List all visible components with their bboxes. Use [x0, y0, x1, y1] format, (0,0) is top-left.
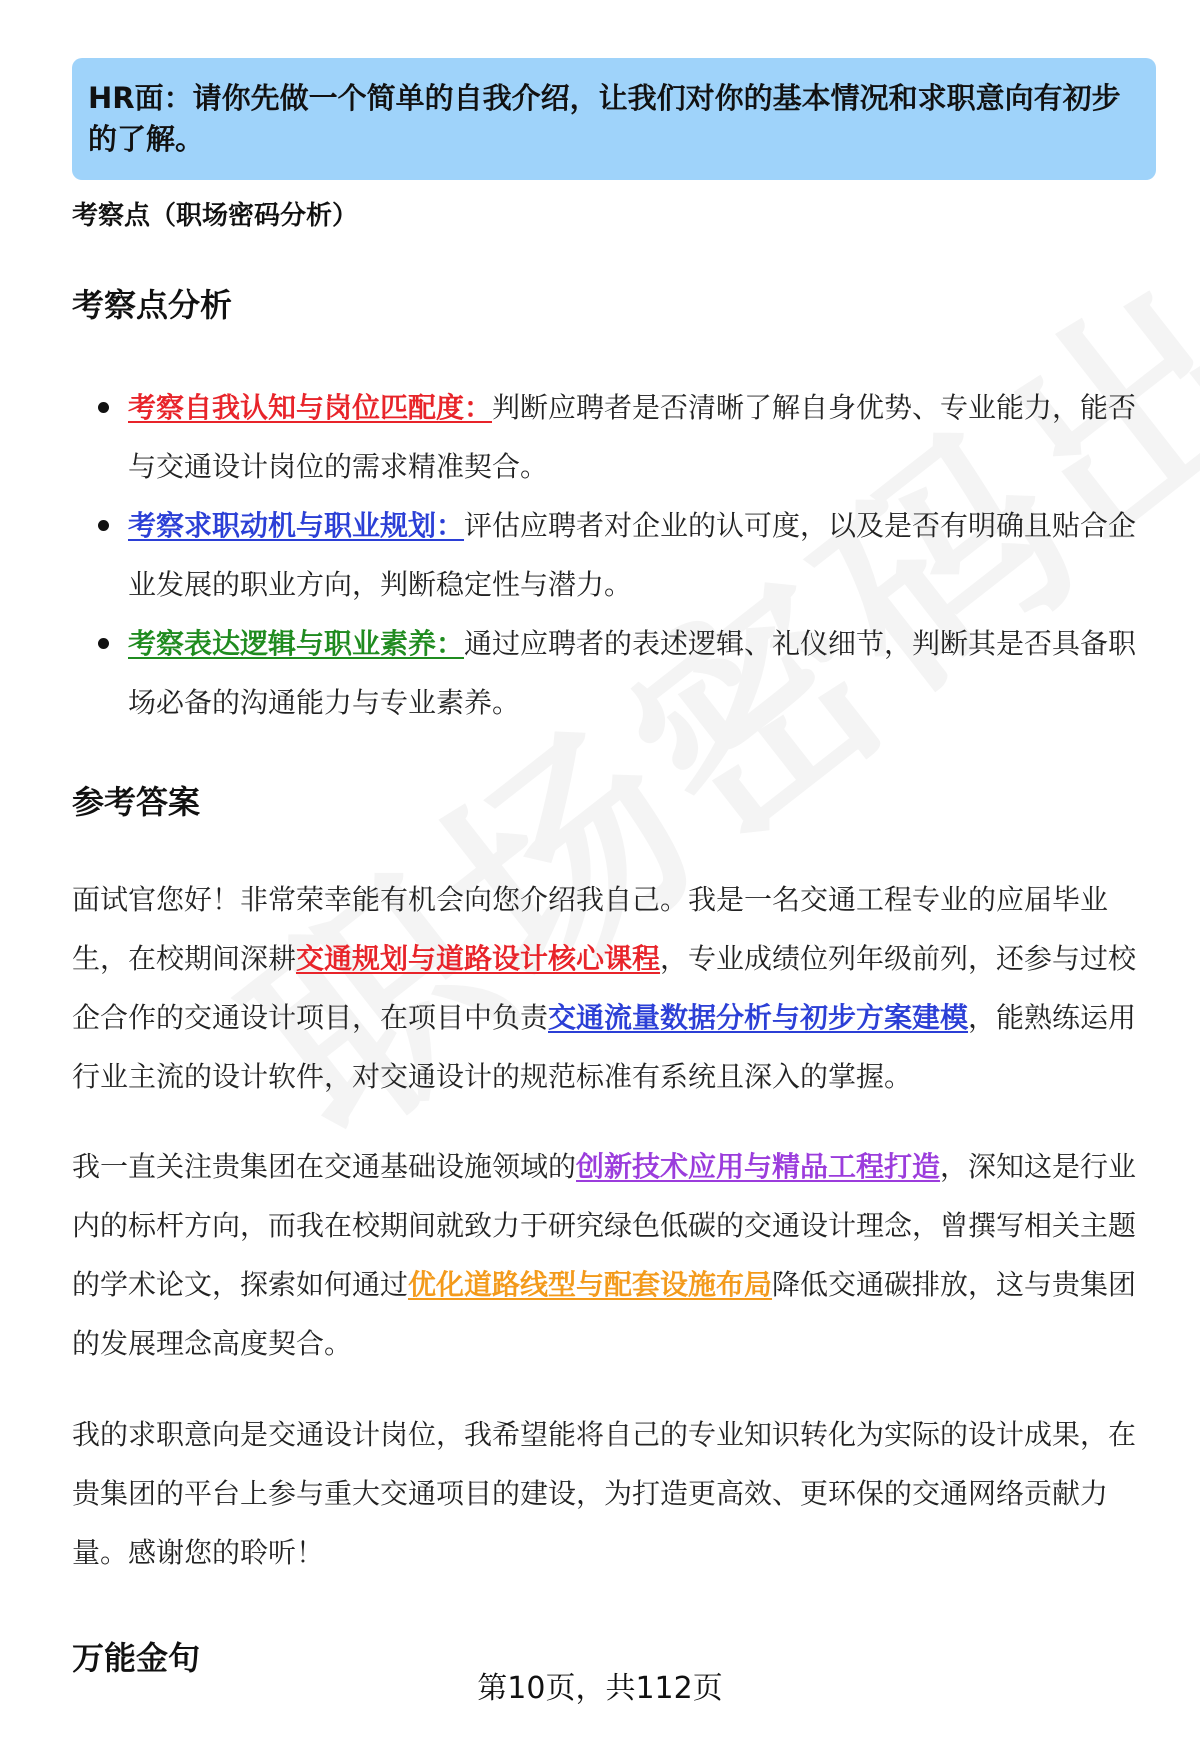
- section-heading-analysis: 考察点分析: [72, 286, 233, 324]
- page-number: 第10页，共112页: [477, 1671, 723, 1706]
- highlight-keyword: 创新技术应用与精品工程打造: [576, 1150, 941, 1183]
- paragraph-text: ，深知这是行业内的标杆方向，而我在校期间就致力于研究绿色低碳的交通设计理念，曾撰写相关主题的学术论文，探索如何通过: [72, 1150, 1137, 1301]
- paragraph-text: ，专业成绩位列年级前列，还参与过校企合作的交通设计项目，在项目中负责: [72, 942, 1137, 1034]
- paragraph-text: ，能熟练运用行业主流的设计软件，对交通设计的规范标准有系统且深入的掌握。: [72, 1001, 1137, 1093]
- bullet-text: 通过应聘者的表述逻辑、礼仪细节，判断其是否具备职场必备的沟通能力与专业素养。: [128, 627, 1137, 719]
- question-text: HR面：请你先做一个简单的自我介绍，让我们对你的基本情况和求职意向有初步的了解。: [88, 81, 1121, 156]
- analysis-list: [72, 378, 1156, 732]
- answer-paragraph-1: [72, 870, 1156, 1106]
- list-item: [72, 496, 1156, 614]
- paragraph-text: 降低交通碳排放，这与贵集团的发展理念高度契合。: [72, 1268, 1137, 1360]
- answer-paragraph-3: 我的求职意向是交通设计岗位，我希望能将自己的专业知识转化为实际的设计成果，在贵集团的平台上参与重大交通项目的建设，为打造更高效、更环保的交通网络贡献力量。感谢您的聆听！: [72, 1418, 1137, 1569]
- highlight-keyword: 优化道路线型与配套设施布局: [408, 1268, 773, 1301]
- list-item: [72, 614, 1156, 732]
- analysis-subtitle: 考察点（职场密码分析）: [72, 201, 359, 231]
- question-box: [72, 58, 1156, 180]
- paragraph-text: 面试官您好！非常荣幸能有机会向您介绍我自己。我是一名交通工程专业的应届毕业生，在校期间深耕: [72, 883, 1109, 975]
- bullet-dot: [98, 520, 109, 531]
- highlight-keyword: 交通规划与道路设计核心课程: [296, 942, 661, 975]
- bullet-dot: [98, 402, 109, 413]
- highlight-keyword: 交通流量数据分析与初步方案建模: [548, 1001, 969, 1034]
- bullet-keyword: 考察求职动机与职业规划：: [128, 509, 465, 542]
- bullet-dot: [98, 638, 109, 649]
- bullet-keyword: 考察表达逻辑与职业素养：: [128, 627, 465, 660]
- section-heading-answer: 参考答案: [72, 783, 201, 821]
- bullet-text: 评估应聘者对企业的认可度，以及是否有明确且贴合企业发展的职业方向，判断稳定性与潜力。: [128, 509, 1137, 601]
- bullet-text: 判断应聘者是否清晰了解自身优势、专业能力，能否与交通设计岗位的需求精准契合。: [128, 391, 1137, 483]
- bullet-keyword: 考察自我认知与岗位匹配度：: [128, 391, 493, 424]
- answer-paragraph-2: [72, 1137, 1156, 1373]
- paragraph-text: 我一直关注贵集团在交通基础设施领域的: [72, 1150, 577, 1183]
- section-heading-golden-phrases: 万能金句: [72, 1639, 201, 1677]
- list-item: [72, 378, 1156, 496]
